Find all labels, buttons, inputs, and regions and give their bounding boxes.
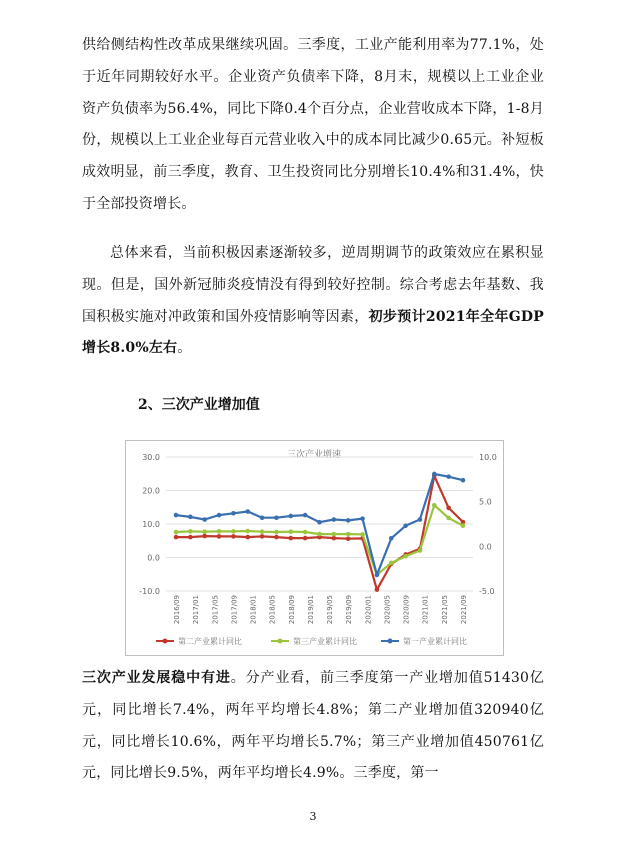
series-3-point <box>289 514 294 519</box>
legend-swatch-marker <box>278 639 283 644</box>
series-3-point <box>260 515 265 520</box>
x-tick-label: 2018/09 <box>287 595 296 625</box>
x-tick-label: 2020/05 <box>383 595 392 625</box>
legend-swatch-marker <box>388 639 393 644</box>
paragraph-outlook-text: 总体来看，当前积极因素逐渐较多，逆周期调节的政策效应在累积显现。但是，国外新冠肺炎疫情没有得到较好控制。综合考虑去年基数、我国积极实施对冲政策和国外疫情影响等因素， <box>82 245 544 325</box>
x-tick-label: 2019/01 <box>306 595 315 625</box>
paragraph-supply-side <box>82 30 544 221</box>
series-2-point <box>274 530 279 535</box>
x-tick-label: 2018/01 <box>249 595 258 625</box>
paragraph-overall-outlook <box>82 238 544 365</box>
legend-label: 第二产业累计同比 <box>178 637 242 646</box>
series-3-point <box>360 516 365 521</box>
x-tick-label: 2020/09 <box>402 595 411 625</box>
series-3-point <box>274 515 279 520</box>
left-tick-label: 30.0 <box>142 453 160 462</box>
legend-label: 第一产业累计同比 <box>403 637 467 646</box>
series-2-point <box>317 532 322 537</box>
series-3-point <box>202 517 207 522</box>
series-2-point <box>303 530 308 535</box>
right-tick-label: -5.0 <box>479 587 495 596</box>
series-2-point <box>360 532 365 537</box>
series-3-point <box>317 520 322 525</box>
line-chart <box>126 441 503 655</box>
right-axis-ticks <box>479 453 497 596</box>
series-3-point <box>432 472 437 477</box>
x-tick-label: 2021/01 <box>421 595 430 625</box>
x-tick-label: 2017/05 <box>211 595 220 625</box>
chart-series <box>174 472 466 592</box>
x-tick-label: 2021/09 <box>460 595 468 625</box>
series-1-point <box>217 534 222 539</box>
legend-swatch-marker <box>163 639 168 644</box>
series-3-point <box>332 517 337 522</box>
right-tick-label: 5.0 <box>479 497 492 507</box>
x-tick-label: 2018/05 <box>268 595 277 625</box>
legend-label: 第三产业累计同比 <box>293 637 357 646</box>
series-2-point <box>188 529 193 534</box>
series-3-point <box>346 518 351 523</box>
paragraph-outlook-end: 。 <box>177 340 192 357</box>
chart-title: 三次产业增速 <box>286 450 342 460</box>
series-3-point <box>217 513 222 518</box>
x-tick-label: 2016/09 <box>173 595 181 625</box>
right-tick-label: 10.0 <box>479 453 497 462</box>
series-2-point <box>231 529 236 534</box>
chart-legend <box>156 636 467 646</box>
section-heading: 2、三次产业增加值 <box>138 397 260 413</box>
x-tick-label: 2017/01 <box>192 595 201 625</box>
series-2-point <box>202 529 207 534</box>
series-1-point <box>202 534 207 539</box>
x-tick-label: 2021/05 <box>440 595 449 625</box>
series-1-point <box>274 535 279 540</box>
series-3-point <box>375 573 380 578</box>
left-tick-label: -10.0 <box>139 587 160 596</box>
left-axis-ticks <box>139 453 160 596</box>
series-1-point <box>446 506 451 511</box>
x-tick-label: 2019/05 <box>326 595 335 625</box>
paragraph-outlook-forecast-bold: 初步预计2021年全年GDP增长8.0%左右 <box>82 308 544 357</box>
series-2-point <box>174 530 179 535</box>
right-tick-label: 0.0 <box>479 542 492 552</box>
series-1-point <box>231 534 236 539</box>
series-1-point <box>188 535 193 540</box>
series-2-point <box>245 529 250 534</box>
series-3-point <box>461 478 466 483</box>
series-1-point <box>346 536 351 541</box>
series-3-point <box>418 517 423 522</box>
series-1-point <box>289 536 294 541</box>
series-3-point <box>188 515 193 520</box>
x-axis-ticks <box>173 595 468 624</box>
series-1-point <box>245 535 250 540</box>
page-number: 3 <box>309 810 317 823</box>
series-1-point <box>260 534 265 539</box>
series-2-point <box>403 554 408 559</box>
series-3-point <box>403 523 408 528</box>
series-2-point <box>332 532 337 537</box>
left-tick-label: 20.0 <box>142 486 160 496</box>
series-3-point <box>174 513 179 518</box>
series-2-point <box>217 529 222 534</box>
series-2-point <box>432 503 437 508</box>
left-tick-label: 10.0 <box>142 520 160 529</box>
paragraph-industries-text: 。分产业看，前三季度第一产业增加值51430亿元，同比增长7.4%，两年平均增长4.8%；第二产业增加值320940亿元，同比增长10.6%，两年平均增长5.7%；第三产业增加值450761亿元，同比增长9.5%，两年平均增长4.9%。三季度，第一 <box>82 670 545 782</box>
series-2-point <box>289 529 294 534</box>
series-1-point <box>332 536 337 541</box>
series-3-point <box>446 474 451 479</box>
series-3-point <box>245 509 250 514</box>
paragraph-supply-side-text: 供给侧结构性改革成果继续巩固。三季度，工业产能利用率为77.1%，处于近年同期较好水平。企业资产负债率下降，8月末，规模以上工业企业资产负债率为56.4%，同比下降0.4个百分点，企业营收成本下降，1-8月份，规模以上工业企业每百元营业收入中的成本同比减少0.65元。补短板成效明显，前三季度，教育、卫生投资同比分别增长10.4%和31.4%，快于全部投资增长。 <box>82 37 544 212</box>
paragraph-industries-lead-bold: 三次产业发展稳中有进 <box>82 670 231 686</box>
series-3-point <box>231 511 236 516</box>
series-2-point <box>260 529 265 534</box>
chart-figure <box>125 440 504 656</box>
x-tick-label: 2019/09 <box>345 595 354 625</box>
series-3-point <box>303 513 308 518</box>
series-3-point <box>389 536 394 541</box>
series-2-point <box>446 516 451 521</box>
left-tick-label: 0.0 <box>147 553 160 563</box>
paragraph-industries <box>82 663 544 790</box>
x-tick-label: 2017/09 <box>230 595 239 625</box>
series-2-point <box>418 548 423 553</box>
x-tick-label: 2020/01 <box>364 595 373 625</box>
series-1-point <box>303 536 308 541</box>
series-1-point <box>375 587 380 592</box>
series-2-point <box>346 532 351 537</box>
series-2-point <box>461 523 466 528</box>
series-1-point <box>174 535 179 540</box>
series-2-point <box>389 561 394 566</box>
